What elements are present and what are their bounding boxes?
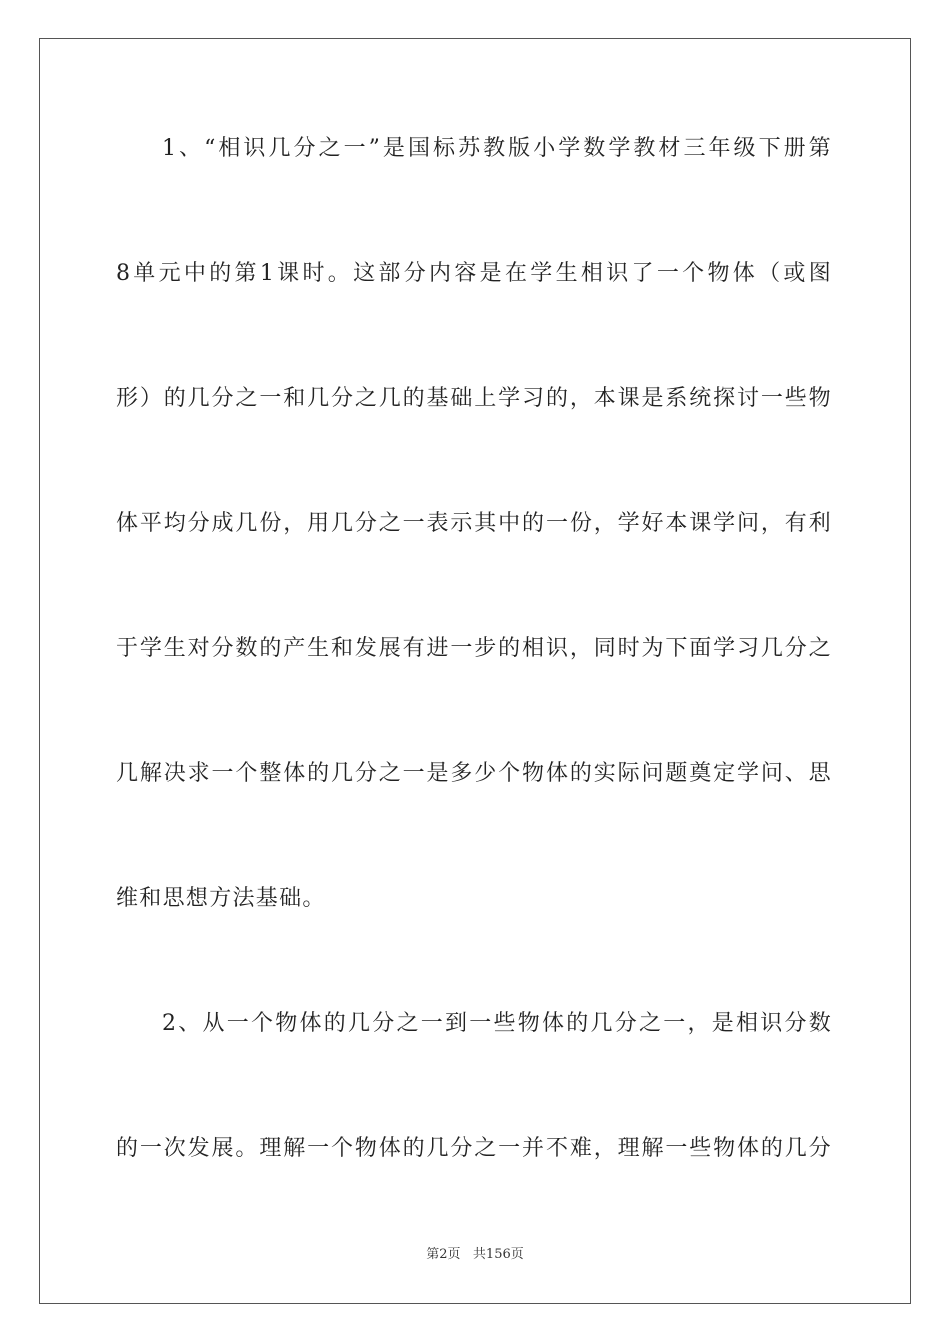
paragraph-1-line-6: 几解决求一个整体的几分之一是多少个物体的实际问题奠定学问、思 [116, 761, 832, 786]
paragraph-1-line-2: 8单元中的第1课时。这部分内容是在学生相识了一个物体（或图 [116, 261, 832, 286]
paragraph-2-line-1: 2、从一个物体的几分之一到一些物体的几分之一，是相识分数 [162, 1011, 832, 1036]
page-border [39, 38, 911, 1304]
page-number: 第2页 [426, 1247, 461, 1262]
page-footer [0, 1246, 950, 1264]
paragraph-1-line-4: 体平均分成几份，用几分之一表示其中的一份，学好本课学问，有利 [116, 511, 832, 536]
paragraph-1-line-3: 形）的几分之一和几分之几的基础上学习的，本课是系统探讨一些物 [116, 386, 832, 411]
paragraph-1-line-1: 1、“相识几分之一”是国标苏教版小学数学教材三年级下册第 [162, 136, 832, 161]
paragraph-2-line-2: 的一次发展。理解一个物体的几分之一并不难，理解一些物体的几分 [116, 1136, 832, 1161]
paragraph-1-line-5: 于学生对分数的产生和发展有进一步的相识，同时为下面学习几分之 [116, 636, 832, 661]
page-total: 共156页 [472, 1247, 524, 1262]
paragraph-1-line-7: 维和思想方法基础。 [116, 886, 326, 911]
